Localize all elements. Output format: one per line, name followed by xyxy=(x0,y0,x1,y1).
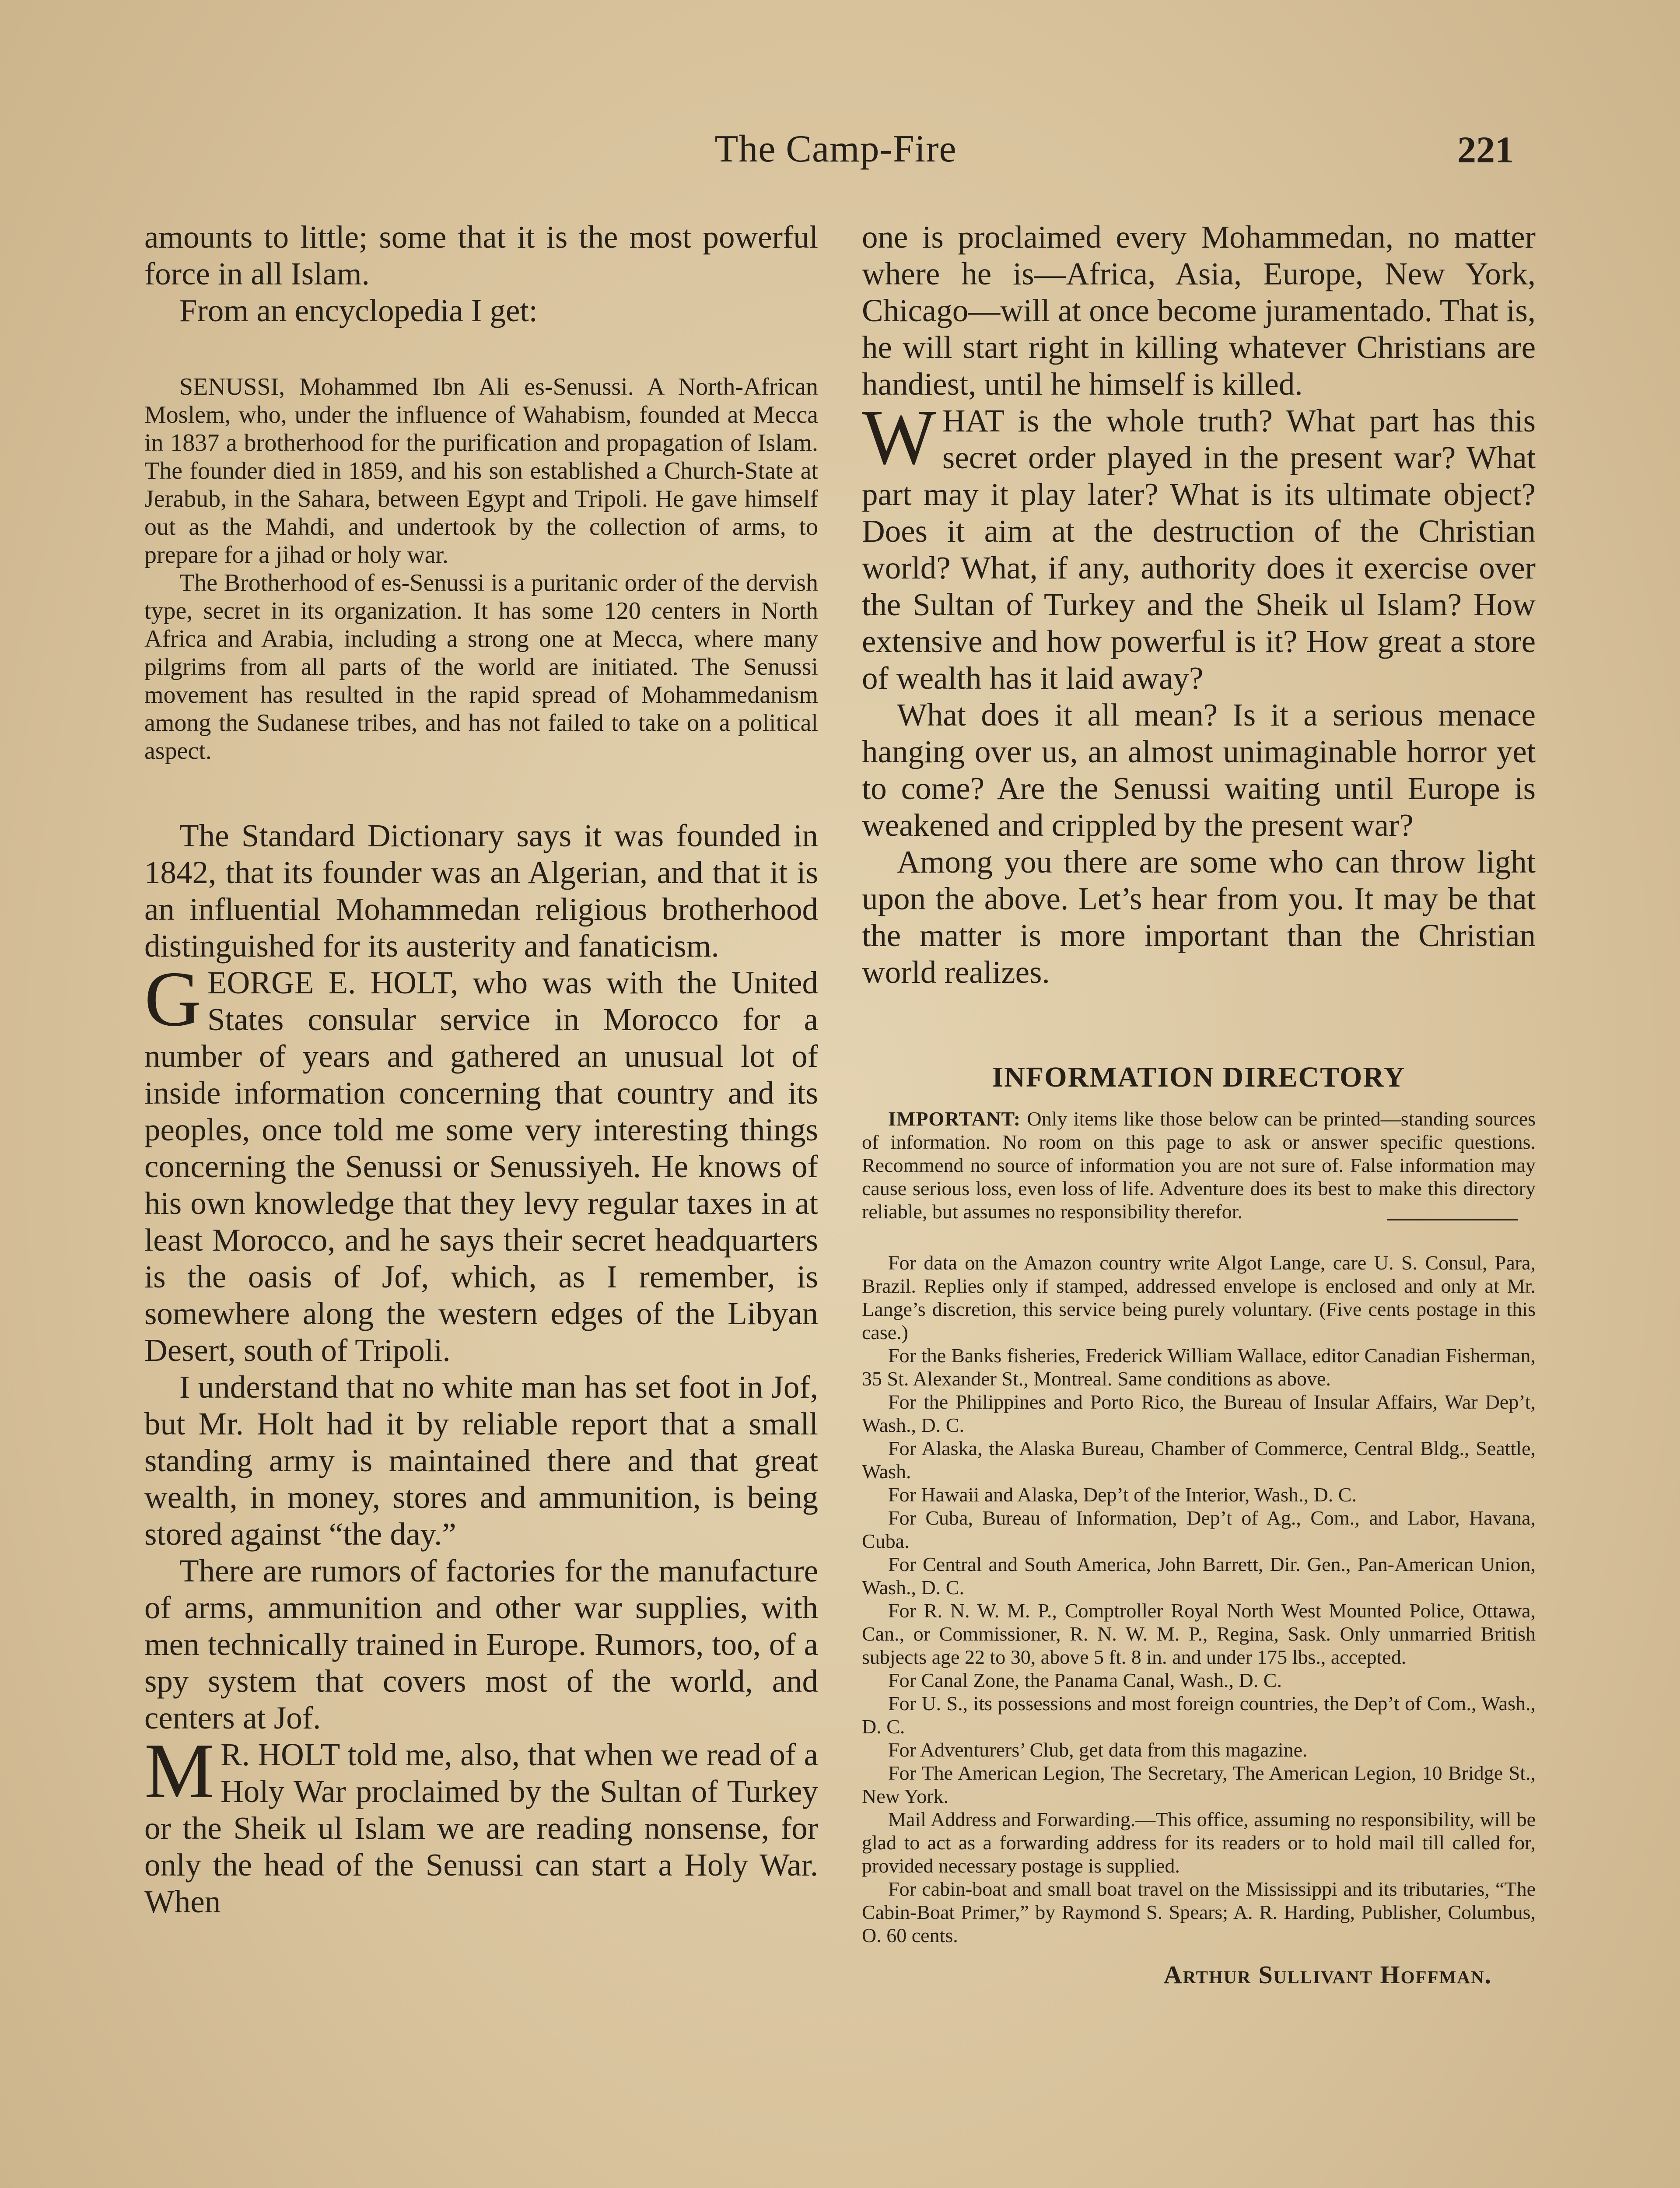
page-header xyxy=(0,109,1680,171)
directory-notice xyxy=(862,1107,1536,1223)
directory-entry: For the Philippines and Porto Rico, the Bureau of Insular Affairs, War Dep’t, Wash., D. C. xyxy=(862,1391,1536,1436)
drop-cap-m: M xyxy=(144,1727,215,1814)
left-paragraph-3: The Standard Dictionary says it was founded in 1842, that its founder was an Algerian, and that it is an influential Mohammedan religious brotherhood distinguished for its austerity and fanaticism. xyxy=(144,818,818,964)
information-directory xyxy=(862,1061,1536,1989)
directory-entry: For Hawaii and Alaska, Dep’t of the Interior, Wash., D. C. xyxy=(888,1483,1357,1506)
left-column xyxy=(144,219,818,1920)
notice-label: IMPORTANT: xyxy=(888,1108,1021,1130)
directory-title: INFORMATION DIRECTORY xyxy=(992,1061,1406,1093)
directory-entry: For data on the Amazon country write Algot Lange, care U. S. Consul, Para, Brazil. Replies only if stamped, addressed envelope is enclosed and only at Mr. Lange’s discretion, this service being purely voluntary. (Five cents postage in this case.) xyxy=(862,1252,1536,1343)
directory-entry: For Canal Zone, the Panama Canal, Wash., D. C. xyxy=(888,1669,1282,1691)
drop-cap-w: W xyxy=(862,393,936,480)
right-paragraph-1: one is proclaimed every Mohammedan, no matter where he is—Africa, Asia, Europe, New York, Chicago—will at once become juramentado. That is, he will start right in killing whatever Christians are handiest, until he himself is killed. xyxy=(862,219,1536,402)
directory-entry: For U. S., its possessions and most foreign countries, the Dep’t of Com., Wash., D. C. xyxy=(862,1692,1536,1738)
quote-paragraph-1: SENUSSI, Mohammed Ibn Ali es-Senussi. A North-African Moslem, who, under the influence of Wahabism, founded at Mecca in 1837 a brotherhood for the purification and propagation of Islam. The founder died in 1859, and his son established a Church-State at Jerabub, in the Sahara, between Egypt and Tripoli. He gave himself out as the Mahdi, and undertook by the collection of arms, to prepare for a jihad or holy war. xyxy=(144,373,818,568)
section-rule xyxy=(1387,1219,1518,1220)
right-column xyxy=(862,219,1536,1989)
encyclopedia-quote xyxy=(144,373,818,765)
right-paragraph-4: Among you there are some who can throw light upon the above. Let’s hear from you. It may be that the matter is more important than the Christian world realizes. xyxy=(862,844,1536,990)
directory-entry: For the Banks fisheries, Frederick William Wallace, editor Canadian Fisherman, 35 St. Alexander St., Montreal. Same conditions as above. xyxy=(862,1344,1536,1390)
left-paragraph-2: From an encyclopedia I get: xyxy=(179,293,538,328)
editor-signature: Arthur Sullivant Hoffman. xyxy=(1163,1960,1492,1989)
directory-entry: For Cuba, Bureau of Information, Dep’t of Ag., Com., and Labor, Havana, Cuba. xyxy=(862,1507,1536,1552)
left-paragraph-1: amounts to little; some that it is the most powerful force in all Islam. xyxy=(144,219,818,291)
holt-paragraph xyxy=(144,955,818,1369)
left-paragraph-6: There are rumors of factories for the manufacture of arms, ammunition and other war supplies, with men technically trained in Europe. Rumors, too, of a spy system that covers most of the world, and centers at Jof. xyxy=(144,1553,818,1736)
quote-paragraph-2: The Brotherhood of es-Senussi is a puritanic order of the dervish type, secret in its organization. It has some 120 centers in North Africa and Arabia, including a strong one at Mecca, where many pilgrims from all parts of the world are initiated. The Senussi movement has resulted in the rapid spread of Mohammedanism among the Sudanese tribes, and has not failed to take on a political aspect. xyxy=(144,569,818,764)
holt-paragraph-text: EORGE E. HOLT, who was with the United States consular service in Morocco for a number of years and gathered an unusual lot of inside information concerning that country and its peoples, once told me some very interesting things concerning the Senussi or Senussiyeh. He knows of his own knowledge that they levy regular taxes in at least Morocco, and he says their secret headquarters is the oasis of Jof, which, as I remember, is somewhere along the western edges of the Libyan Desert, south of Tripoli. xyxy=(144,965,818,1368)
right-paragraph-3: What does it all mean? Is it a serious menace hanging over us, an almost unimaginable horror yet to come? Are the Senussi waiting until Europe is weakened and crippled by the present war? xyxy=(862,697,1536,843)
mr-holt-paragraph-text: R. HOLT told me, also, that when we read of a Holy War proclaimed by the Sultan of Turkey or the Sheik ul Islam we are reading nonsense, for only the head of the Senussi can start a Holy War. When xyxy=(144,1737,818,1919)
mr-holt-paragraph xyxy=(144,1727,818,1920)
drop-cap-g: G xyxy=(144,955,201,1042)
directory-entry: Mail Address and Forwarding.—This office, assuming no responsibility, will be glad to act as a forwarding address for its readers or to hold mail till called for, provided necessary postage is supplied. xyxy=(862,1808,1536,1877)
what-paragraph-text: HAT is the whole truth? What part has this secret order played in the present war? What part may it play later? What is its ultimate object? Does it aim at the destruction of the Christian world? What, if any, authority does it exercise over the Sultan of Turkey and the Sheik ul Islam? How extensive and how powerful is it? How great a store of wealth has it laid away? xyxy=(862,403,1536,696)
directory-entry: For R. N. W. M. P., Comptroller Royal North West Mounted Police, Ottawa, Can., or Commissioner, R. N. W. M. P., Regina, Sask. Only unmarried British subjects age 22 to 30, above 5 ft. 8 in. and under 175 lbs., accepted. xyxy=(862,1599,1536,1668)
left-paragraph-5: I understand that no white man has set foot in Jof, but Mr. Holt had it by reliable report that a small standing army is maintained there and that great wealth, in money, stores and ammunition, is being stored against “the day.” xyxy=(144,1369,818,1552)
directory-entry: For Central and South America, John Barrett, Dir. Gen., Pan-American Union, Wash., D. C. xyxy=(862,1553,1536,1599)
directory-entry: For cabin-boat and small boat travel on the Mississippi and its tributaries, “The Cabin-Boat Primer,” by Raymond S. Spears; A. R. Harding, Publisher, Columbus, O. 60 cents. xyxy=(862,1878,1536,1946)
page-number: 221 xyxy=(1457,129,1514,171)
notice-text: Only items like those below can be printed—standing sources of information. No room on this page to ask or answer specific questions. Recommend no source of information you are not sure of. False information may cause serious loss, even loss of life. Adventure does its best to make this directory reliable, but assumes no responsibility therefor. xyxy=(862,1108,1536,1223)
directory-entry: For Alaska, the Alaska Bureau, Chamber of Commerce, Central Bldg., Seattle, Wash. xyxy=(862,1437,1536,1483)
running-title: The Camp-Fire xyxy=(714,128,957,170)
directory-entry: For The American Legion, The Secretary, The American Legion, 10 Bridge St., New York. xyxy=(862,1762,1536,1807)
directory-entry: For Adventurers’ Club, get data from this magazine. xyxy=(888,1739,1308,1761)
what-paragraph xyxy=(862,393,1536,697)
